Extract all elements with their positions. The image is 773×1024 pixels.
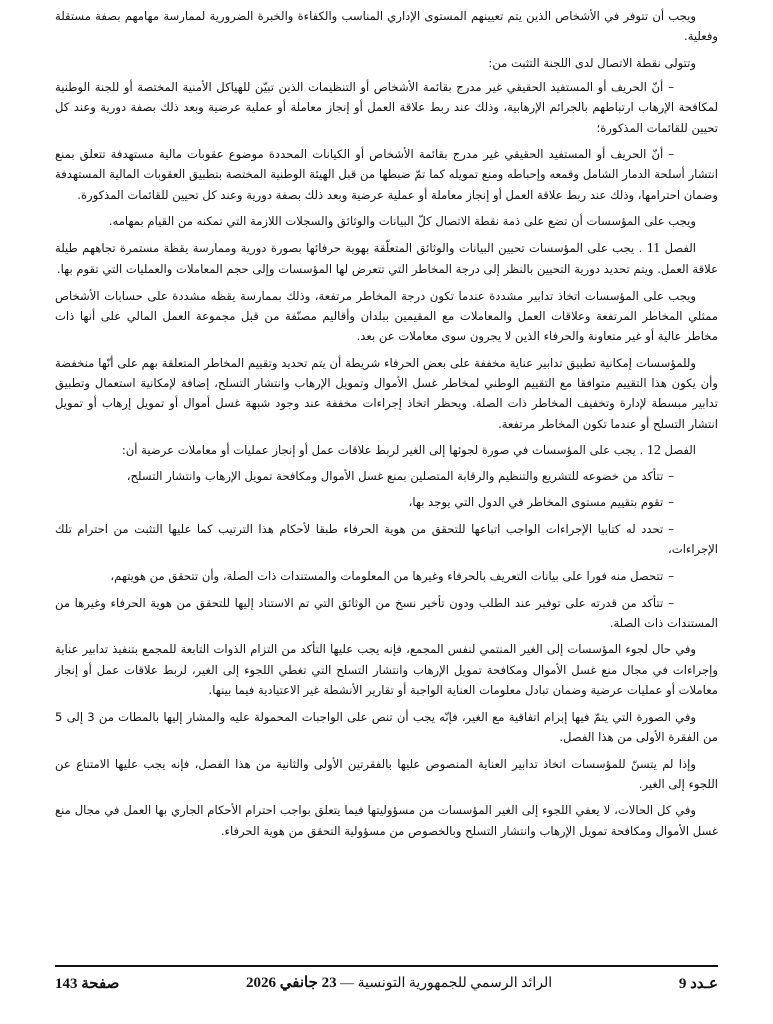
paragraph: ويجب على المؤسسات اتخاذ تدابير مشددة عندما تكون درجة المخاطر مرتفعة، وذلك بممارسة يقظه مشددة على حسابات الأشخاص ممثلي المخاطر المرتفعة وعلاقات العمل والمعاملات مع المقيمين ببلدان وأقاليم مصنّفة من قبل مجموعة العمل المالي على أنها ذات مخاطر عالية أو غير متعاونة والحرفاء الذين لا يجرون سوى معاملات عن بعد. [55, 288, 718, 344]
dash-list-item [55, 519, 718, 559]
dash-list-item [55, 492, 718, 512]
dash-list-item [55, 593, 718, 633]
dash-marker: – [668, 80, 674, 95]
article-paragraph [55, 440, 718, 461]
issue-number: عـدد 9 [678, 975, 718, 992]
page-footer [55, 965, 718, 995]
footer-rule [55, 965, 718, 967]
paragraph: وفي الصورة التي يتمّ فيها إبرام اتفاقية مع الغير، فإنّه يجب أن تنص على الواجبات المحمولة عليه والمشار إليها بالمطات من 3 إلى 5 من الفقرة الأولى من هذا الفصل. [55, 709, 718, 744]
paragraph: ويجب أن تتوفر في الأشخاص الذين يتم تعيينهم المستوى الإداري المناسب والكفاءة والخبرة الضرورية لممارسة مهامهم بصفة مستقلة وفعلية. [55, 9, 718, 44]
article-text: . يجب على المؤسسات في صورة لجوئها إلى الغير لربط علاقات عمل أو إنجاز عمليات أو معاملات عرضية أن: [121, 443, 644, 458]
list-item-text: تتأكد من خضوعه للتشريع والتنظيم والرقابة المتصلين بمنع غسل الأموال ومكافحة تمويل الإرهاب وانتشار التسلح، [126, 468, 664, 483]
article-number: 11 [646, 241, 661, 257]
paragraph: ويجب على المؤسسات أن تضع على ذمة نقطة الاتصال كلّ البيانات والوثائق والسجلات اللازمة التي تمكنه من القيام بمهامه. [108, 214, 696, 229]
paragraph: وإذا لم يتسنّ للمؤسسات اتخاذ تدابير العناية المنصوص عليها بالفقرتين الأولى والثانية من هذا الفصل، فإنه يجب عليها الامتناع عن اللجوء إلى الغير. [55, 756, 718, 791]
footer-row [55, 972, 718, 995]
list-item-text: أنّ الحريف أو المستفيد الحقيقي غير مدرج بقائمة الأشخاص أو التنظيمات الذين تبيّن للهياكل الأمنية المختصة أو للجنة الوطنية لمكافحة الإرهاب ارتباطهم بالجرائم الإرهابية، وذلك عند ربط علاقة العمل أو إنجاز معاملة أو عملية عرضية وبعد ذلك بصفة دورية وعند كل تحيين للقائمات المذكورة؛ [55, 80, 718, 135]
publication-date: 23 جانفي 2026 [246, 975, 337, 991]
document-body [55, 6, 718, 847]
paragraph: وتتولى نقطة الاتصال لدى اللجنة التثبت من: [488, 55, 696, 70]
list-item-text: تقوم بتقييم مستوى المخاطر في الدول التي يوجد بها، [408, 495, 664, 510]
dash-marker: – [668, 147, 674, 162]
article-prefix: الفصل [664, 241, 697, 256]
dash-marker: – [668, 495, 674, 510]
publication-title [246, 972, 552, 995]
paragraph: وفي حال لجوء المؤسسات إلى الغير المنتمي لنفس المجمع، فإنه يجب عليها التأكد من التزام الذوات التابعة للمجمع بتنفيذ تدابير عناية وإجراءات في مجال منع غسل الأموال ومكافحة تمويل الإرهاب وانتشار التسلح التي تغطي اللجوء إلى الغير، لربط علاقات عمل أو إنجاز معاملات أو عمليات عرضية وضمان تبادل معلومات العناية الواجبة أو تقارير الأنشطة غير الاعتيادية فيما بينها. [55, 642, 718, 697]
dash-list-item [55, 566, 718, 586]
dash-list-item [55, 144, 718, 205]
list-item-text: تتحصل منه فورا على بيانات التعريف بالحرفاء وغيرها من المعلومات والمستندات ذات الصلة، وأن تتحقق من هويتهم، [110, 568, 664, 583]
dash-marker: – [668, 568, 674, 583]
dash-list-item [55, 77, 718, 138]
dash-list-item [55, 466, 718, 486]
article-text: . يجب على المؤسسات تحيين البيانات والوثائق المتعلّقة بهوية حرفائها بصورة دورية وممارسة يقظة مستمرة تجاههم طيلة علاقة العمل. ويتم تحديد دورية التحيين بالنظر إلى درجة المخاطر التي تتعرض لها المؤسسات وإلى حجم المعاملات والعمليات التي تقوم بها. [55, 241, 718, 277]
publication-name: الرائد الرسمي للجمهورية التونسية — [340, 976, 553, 991]
dash-marker: – [668, 595, 674, 610]
paragraph: وفي كل الحالات، لا يعفي اللجوء إلى الغير المؤسسات من مسؤوليتها فيما يتعلق بواجب احترام الأحكام الجاري بها العمل في مجال منع غسل الأموال ومكافحة تمويل الإرهاب وانتشار التسلح وبالخصوص من مسؤولية التحقق من هوية الحرفاء. [55, 803, 718, 838]
dash-marker: – [668, 468, 674, 483]
paragraph: وللمؤسسات إمكانية تطبيق تدابير عناية مخففة على بعض الحرفاء شريطة أن يتم تحديد وتقييم المخاطر المتعلقة بهم على أنّها منخفضة وأن يكون هذا التقييم متوافقا مع التقييم الوطني لمخاطر غسل الأموال وتمويل الإرهاب وانتشار التسلح، إضافة لإمكانية استعمال وتطبيق تدابير مبسطة لإدارة وتخفيف المخاطر ذات الصلة. ويحظر اتخاذ إجراءات مخففة عند وجود شبهة غسل أموال أو تمويل إرهاب أو تمويل انتشار التسلح أو عندما تكون المخاطر مرتفعة. [55, 356, 718, 431]
article-number: 12 [646, 443, 661, 459]
list-item-text: أنّ الحريف أو المستفيد الحقيقي غير مدرج بقائمة الأشخاص أو الكيانات المحددة موضوع عقوبات مالية مستهدفة تتعلق بمنع انتشار أسلحة الدمار الشامل وقمعه وإحباطه ومنع تمويله كما تمّ ضبطها من قبل الهيئة الوطنية المختصة بتطبيق العقوبات المالية المستهدفة وضمان احترامها، وذلك عند ربط علاقة العمل أو إنجاز معاملة أو عملية عرضية وبعد ذلك بصفة دورية وعند كل تحيين للقائمات المذكورة. [55, 147, 718, 202]
list-item-text: تحدد له كتابيا الإجراءات الواجب اتباعها للتحقق من هوية الحرفاء طبقا لأحكام هذا الترتيب كما عليها التثبت من احترام تلك الإجراءات، [55, 521, 718, 557]
article-paragraph [55, 238, 718, 279]
page-number: صفحة 143 [55, 975, 120, 992]
dash-marker: – [668, 521, 674, 536]
article-prefix: الفصل [664, 443, 696, 458]
list-item-text: تتأكد من قدرته على توفير عند الطلب ودون تأخير نسخ من الوثائق التي تم الاستناد إليها للتحقق من هوية الحرفاء وغيرها من المستندات ذات الصلة. [55, 595, 718, 630]
